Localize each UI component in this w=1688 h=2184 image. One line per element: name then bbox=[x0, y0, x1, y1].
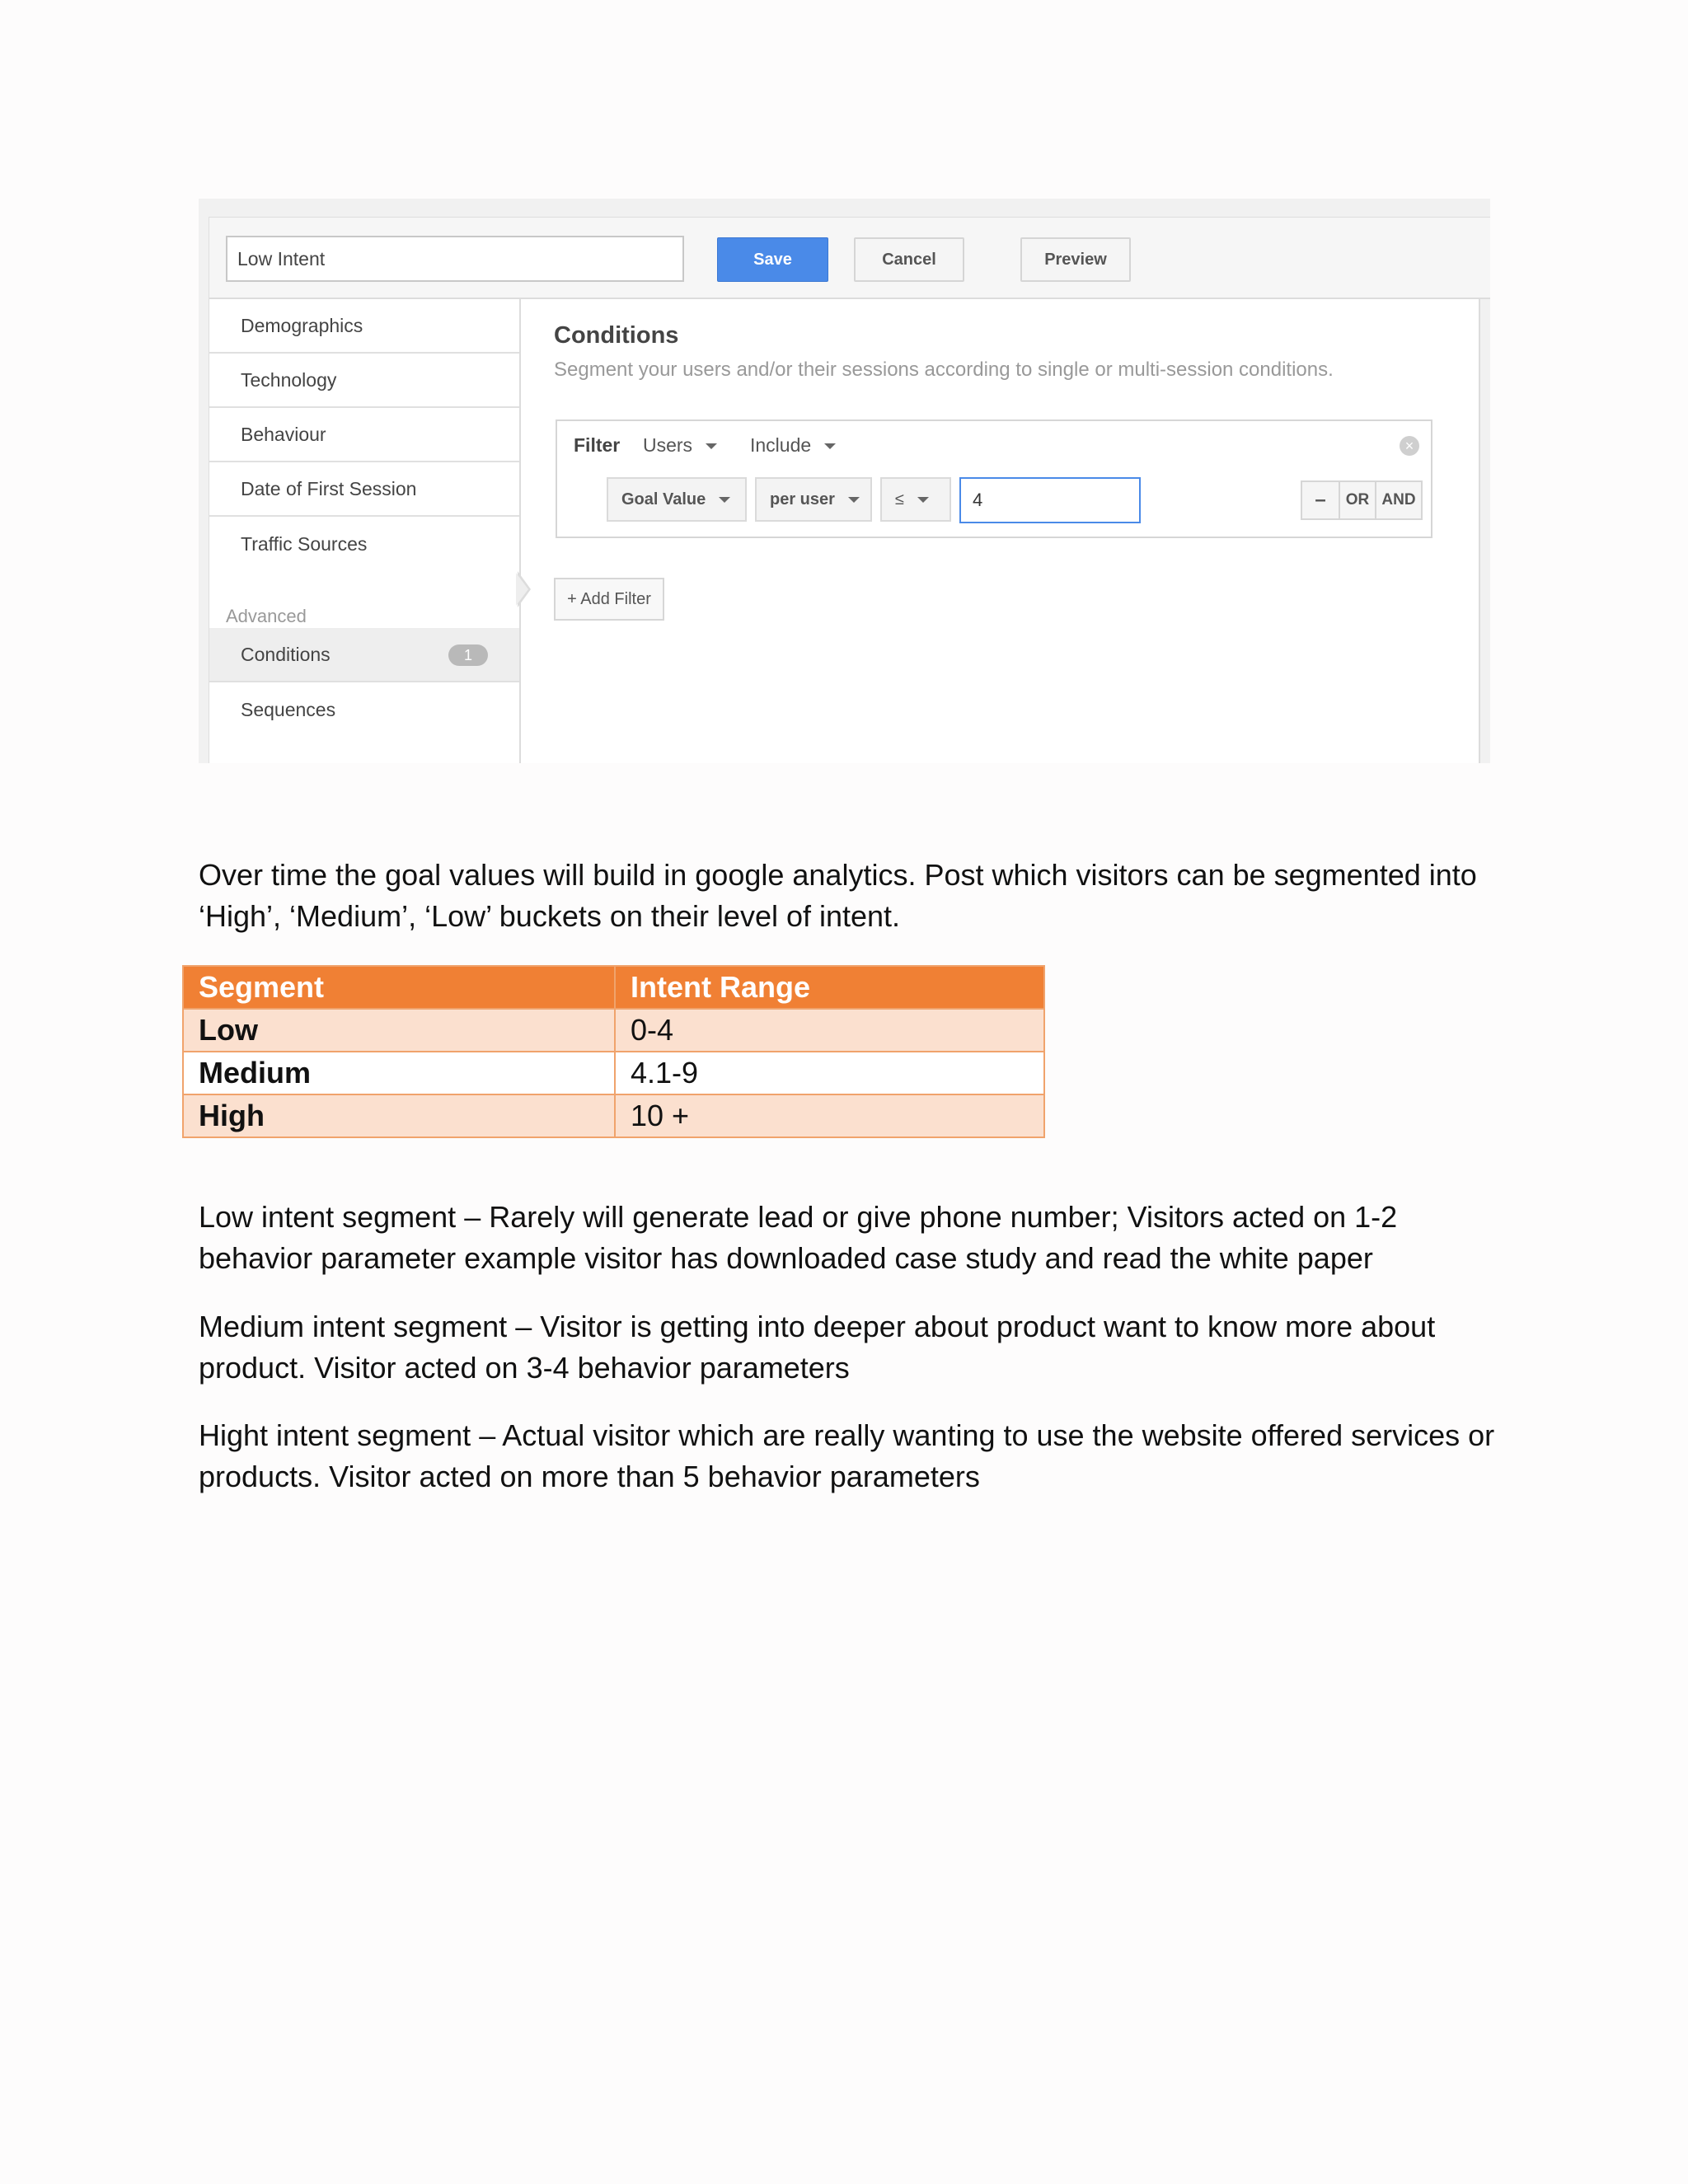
and-button[interactable]: AND bbox=[1375, 480, 1423, 520]
chevron-down-icon bbox=[824, 443, 836, 449]
dimension-value: Goal Value bbox=[621, 490, 706, 509]
save-button[interactable]: Save bbox=[717, 237, 828, 282]
segment-editor-window bbox=[209, 217, 1490, 763]
sidebar-item-demographics[interactable]: Demographics bbox=[209, 299, 519, 354]
segment-cell: Medium bbox=[183, 1052, 615, 1094]
column-header-segment: Segment bbox=[183, 966, 615, 1009]
sidebar-item-label: Conditions bbox=[241, 643, 331, 665]
sidebar-item-date-of-first-session[interactable]: Date of First Session bbox=[209, 462, 519, 517]
aggregation-value: per user bbox=[770, 490, 835, 509]
segment-editor-screenshot bbox=[199, 199, 1490, 763]
cancel-button[interactable]: Cancel bbox=[854, 237, 964, 282]
segment-editor-toolbar bbox=[209, 218, 1490, 299]
low-intent-paragraph: Low intent segment – Rarely will generate lead or give phone number; Visitors acted on 1-2 behavior parameter example visitor has downloaded case study and read the white paper bbox=[199, 1200, 1398, 1275]
intent-range-cell: 0-4 bbox=[615, 1009, 1044, 1052]
sidebar-item-behaviour[interactable]: Behaviour bbox=[209, 408, 519, 462]
operator-value: ≤ bbox=[895, 490, 904, 509]
dimension-dropdown[interactable] bbox=[607, 477, 747, 522]
high-intent-paragraph: Hight intent segment – Actual visitor which are really wanting to use the website offered services or products. Visitor acted on more than 5 behavior parameters bbox=[199, 1418, 1495, 1493]
conditions-panel bbox=[521, 299, 1490, 763]
intent-segment-table bbox=[182, 965, 1045, 1138]
sidebar-item-sequences[interactable]: Sequences bbox=[241, 698, 336, 720]
intent-range-cell: 10 + bbox=[615, 1094, 1044, 1137]
segment-cell: High bbox=[183, 1094, 615, 1137]
table-row bbox=[183, 1052, 1044, 1094]
filter-scope-dropdown[interactable] bbox=[643, 434, 717, 457]
conditions-count-badge: 1 bbox=[448, 644, 488, 666]
table-row bbox=[183, 1009, 1044, 1052]
operator-dropdown[interactable] bbox=[880, 477, 951, 522]
intro-paragraph: Over time the goal values will build in google analytics. Post which visitors can be segmented into ‘High’, ‘Medium’, ‘Low’ buckets on their level of intent. bbox=[199, 858, 1477, 933]
add-filter-button[interactable]: + Add Filter bbox=[554, 578, 664, 621]
column-header-intent-range: Intent Range bbox=[615, 966, 1044, 1009]
aggregation-dropdown[interactable] bbox=[755, 477, 872, 522]
table-row bbox=[183, 1094, 1044, 1137]
conditions-title: Conditions bbox=[554, 322, 679, 349]
segment-name-input[interactable] bbox=[226, 236, 684, 282]
chevron-down-icon bbox=[719, 497, 730, 503]
condition-value-input[interactable] bbox=[959, 477, 1141, 523]
chevron-down-icon bbox=[848, 497, 860, 503]
chevron-down-icon bbox=[706, 443, 717, 449]
remove-filter-icon[interactable]: × bbox=[1400, 436, 1419, 456]
or-button[interactable]: OR bbox=[1339, 480, 1376, 520]
sidebar-item-traffic-sources[interactable]: Traffic Sources bbox=[241, 532, 368, 555]
filter-box bbox=[556, 419, 1432, 538]
filter-label: Filter bbox=[574, 434, 621, 456]
remove-condition-button[interactable]: – bbox=[1301, 480, 1340, 520]
segment-cell: Low bbox=[183, 1009, 615, 1052]
chevron-down-icon bbox=[917, 497, 929, 503]
filter-mode-value: Include bbox=[750, 434, 812, 456]
preview-button[interactable]: Preview bbox=[1020, 237, 1131, 282]
filter-mode-dropdown[interactable] bbox=[750, 434, 836, 457]
segment-sidebar bbox=[209, 299, 521, 763]
conditions-description: Segment your users and/or their sessions according to single or multi-session conditions. bbox=[554, 359, 1334, 381]
filter-scope-value: Users bbox=[643, 434, 693, 456]
table-header-row bbox=[183, 966, 1044, 1009]
intent-range-cell: 4.1-9 bbox=[615, 1052, 1044, 1094]
sidebar-advanced-heading: Advanced bbox=[226, 606, 307, 626]
scrollbar-track[interactable] bbox=[1479, 299, 1490, 763]
sidebar-item-conditions[interactable] bbox=[209, 628, 519, 682]
medium-intent-paragraph: Medium intent segment – Visitor is getting into deeper about product want to know more about product. Visitor acted on 3-4 behavior parameters bbox=[199, 1310, 1436, 1385]
sidebar-item-technology[interactable]: Technology bbox=[209, 354, 519, 408]
